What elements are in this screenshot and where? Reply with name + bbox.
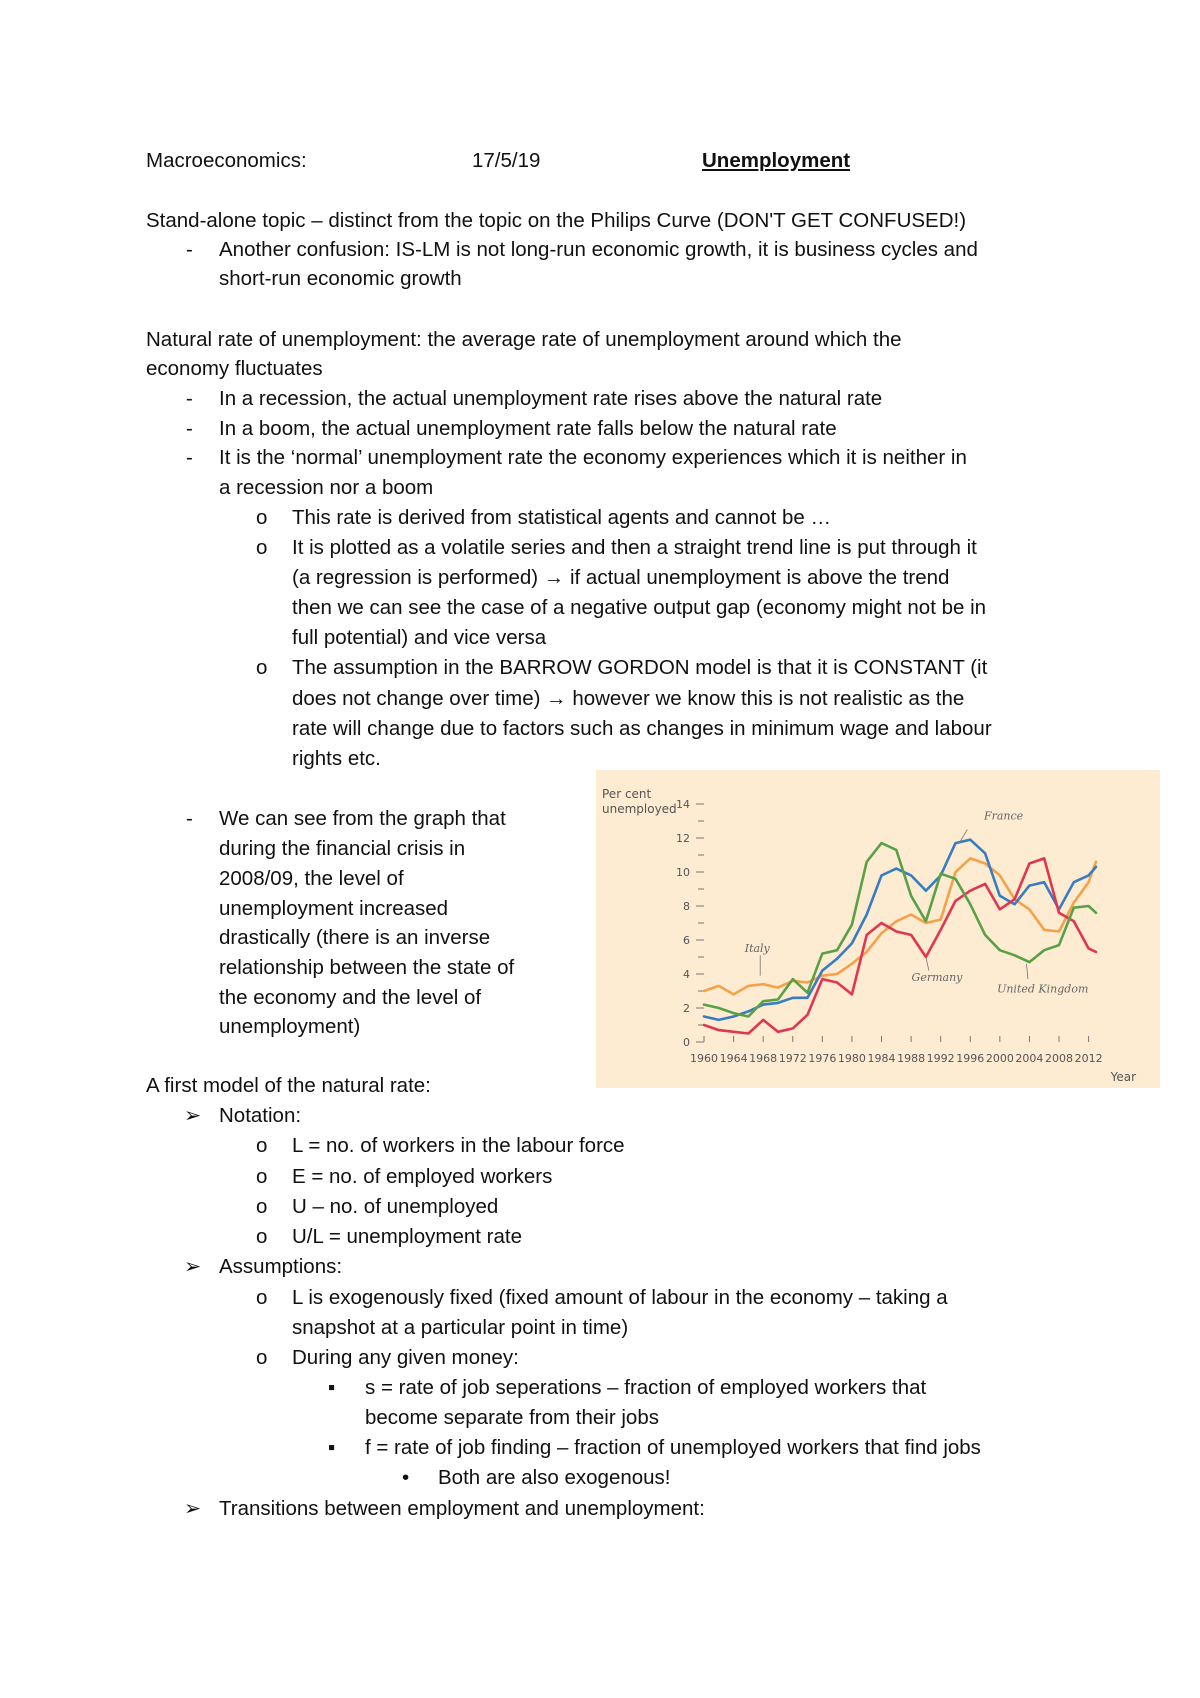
definition-text: Natural rate of unemployment: the average rate of unemployment around which the xyxy=(146,328,902,351)
chart-ylabel-line1: Per cent xyxy=(602,787,652,801)
sub-bullet-text: (a regression is performed) → if actual unemployment is above the trend xyxy=(292,566,950,589)
dash-marker: - xyxy=(186,238,193,261)
x-tick-label: 1960 xyxy=(690,1052,718,1065)
rate-sub-item: Both are also exogenous! xyxy=(438,1466,671,1489)
circle-marker: o xyxy=(256,1165,268,1188)
bullet-text: In a recession, the actual unemployment rate rises above the natural rate xyxy=(219,387,883,410)
model-heading: A first model of the natural rate: xyxy=(146,1074,431,1097)
chart-svg xyxy=(596,770,1160,1088)
graph-note-line: unemployment) xyxy=(219,1015,361,1038)
arrow-marker: ➢ xyxy=(184,1255,202,1278)
circle-marker: o xyxy=(256,1346,268,1369)
annotation-leader-germany xyxy=(926,957,929,971)
annotation-germany: Germany xyxy=(911,970,963,984)
rate-item: s = rate of job seperations – fraction of employed workers that xyxy=(365,1376,927,1399)
graph-note-line: We can see from the graph that xyxy=(219,807,506,830)
y-tick-label: 12 xyxy=(676,832,690,845)
x-tick-label: 2008 xyxy=(1045,1052,1074,1065)
dot-marker: • xyxy=(402,1466,410,1489)
circle-marker: o xyxy=(256,1225,268,1248)
chart-xlabel: Year xyxy=(1110,1070,1136,1084)
assumption-item: snapshot at a particular point in time) xyxy=(292,1316,629,1339)
header-subject: Macroeconomics: xyxy=(146,149,307,172)
sub-bullet-text: full potential) and vice versa xyxy=(292,626,547,649)
assumption-item: During any given money: xyxy=(292,1346,519,1369)
graph-note-line: 2008/09, the level of xyxy=(219,867,404,890)
x-tick-label: 1976 xyxy=(808,1052,837,1065)
x-tick-label: 2012 xyxy=(1074,1052,1103,1065)
rate-item: become separate from their jobs xyxy=(365,1406,659,1429)
y-tick-label: 4 xyxy=(683,968,690,981)
graph-note-line: during the financial crisis in xyxy=(219,837,466,860)
page-title: Unemployment xyxy=(702,149,851,172)
chart-ylabel-line2: unemployed xyxy=(602,802,677,816)
annotation-france: France xyxy=(983,809,1024,823)
circle-marker: o xyxy=(256,1286,268,1309)
notation-item: U/L = unemployment rate xyxy=(292,1225,522,1248)
circle-marker: o xyxy=(256,1195,268,1218)
x-tick-label: 2000 xyxy=(985,1052,1014,1065)
graph-note-line: relationship between the state of xyxy=(219,956,515,979)
bullet-text: It is the ‘normal’ unemployment rate the economy experiences which it is neither in xyxy=(219,446,967,469)
x-tick-label: 2004 xyxy=(1015,1052,1044,1065)
annotation-italy: Italy xyxy=(744,941,770,955)
square-marker: ▪ xyxy=(328,1436,336,1459)
bullet-text: In a boom, the actual unemployment rate falls below the natural rate xyxy=(219,417,837,440)
x-tick-label: 1968 xyxy=(749,1052,778,1065)
sub-bullet-text: does not change over time) → however we know this is not realistic as the xyxy=(292,687,965,710)
graph-note-line: the economy and the level of xyxy=(219,986,482,1009)
y-tick-label: 14 xyxy=(676,798,690,811)
circle-marker: o xyxy=(256,1134,268,1157)
y-tick-label: 10 xyxy=(676,866,690,879)
x-tick-label: 1964 xyxy=(719,1052,748,1065)
notation-heading: Notation: xyxy=(219,1104,302,1127)
sub-bullet-text: This rate is derived from statistical agents and cannot be … xyxy=(292,506,831,529)
graph-note-line: drastically (there is an inverse xyxy=(219,926,491,949)
x-tick-label: 1984 xyxy=(867,1052,896,1065)
arrow-marker: ➢ xyxy=(184,1497,202,1520)
x-tick-label: 1988 xyxy=(897,1052,926,1065)
sub-bullet-text: The assumption in the BARROW GORDON model is that it is CONSTANT (it xyxy=(292,656,988,679)
dash-marker: - xyxy=(186,387,193,410)
bullet-text: Another confusion: IS-LM is not long-run economic growth, it is business cycles and xyxy=(219,238,978,261)
sub-bullet-text: rate will change due to factors such as changes in minimum wage and labour xyxy=(292,717,992,740)
notation-item: L = no. of workers in the labour force xyxy=(292,1134,625,1157)
graph-note-line: unemployment increased xyxy=(219,897,449,920)
definition-text: economy fluctuates xyxy=(146,357,323,380)
circle-marker: o xyxy=(256,506,268,529)
dash-marker: - xyxy=(186,417,193,440)
circle-marker: o xyxy=(256,656,268,679)
unemployment-chart xyxy=(596,770,1160,1088)
arrow-marker: ➢ xyxy=(184,1104,202,1127)
x-tick-label: 1972 xyxy=(778,1052,807,1065)
bullet-text: a recession nor a boom xyxy=(219,476,434,499)
assumptions-heading: Assumptions: xyxy=(219,1255,343,1278)
x-tick-label: 1996 xyxy=(956,1052,985,1065)
sub-bullet-text: then we can see the case of a negative output gap (economy might not be in xyxy=(292,596,987,619)
annotation-leader-united-kingdom xyxy=(1026,964,1027,979)
sub-bullet-text: It is plotted as a volatile series and then a straight trend line is put through it xyxy=(292,536,977,559)
assumption-item: L is exogenously fixed (fixed amount of labour in the economy – taking a xyxy=(292,1286,948,1309)
notation-item: U – no. of unemployed xyxy=(292,1195,499,1218)
y-tick-label: 6 xyxy=(683,934,690,947)
annotation-united-kingdom: United Kingdom xyxy=(997,982,1089,996)
circle-marker: o xyxy=(256,536,268,559)
header-date: 17/5/19 xyxy=(472,149,541,172)
dash-marker: - xyxy=(186,807,193,830)
transitions-heading: Transitions between employment and unemployment: xyxy=(219,1497,705,1520)
bullet-text: short-run economic growth xyxy=(219,267,462,290)
notation-item: E = no. of employed workers xyxy=(292,1165,553,1188)
x-tick-label: 1980 xyxy=(837,1052,866,1065)
rate-item: f = rate of job finding – fraction of unemployed workers that find jobs xyxy=(365,1436,981,1459)
dash-marker: - xyxy=(186,446,193,469)
y-tick-label: 0 xyxy=(683,1036,690,1049)
intro-text: Stand-alone topic – distinct from the topic on the Philips Curve (DON'T GET CONFUSED!) xyxy=(146,209,967,232)
sub-bullet-text: rights etc. xyxy=(292,747,381,770)
series-line-italy xyxy=(704,858,1096,994)
square-marker: ▪ xyxy=(328,1376,336,1399)
x-tick-label: 1992 xyxy=(926,1052,955,1065)
y-tick-label: 2 xyxy=(683,1002,690,1015)
y-tick-label: 8 xyxy=(683,900,690,913)
